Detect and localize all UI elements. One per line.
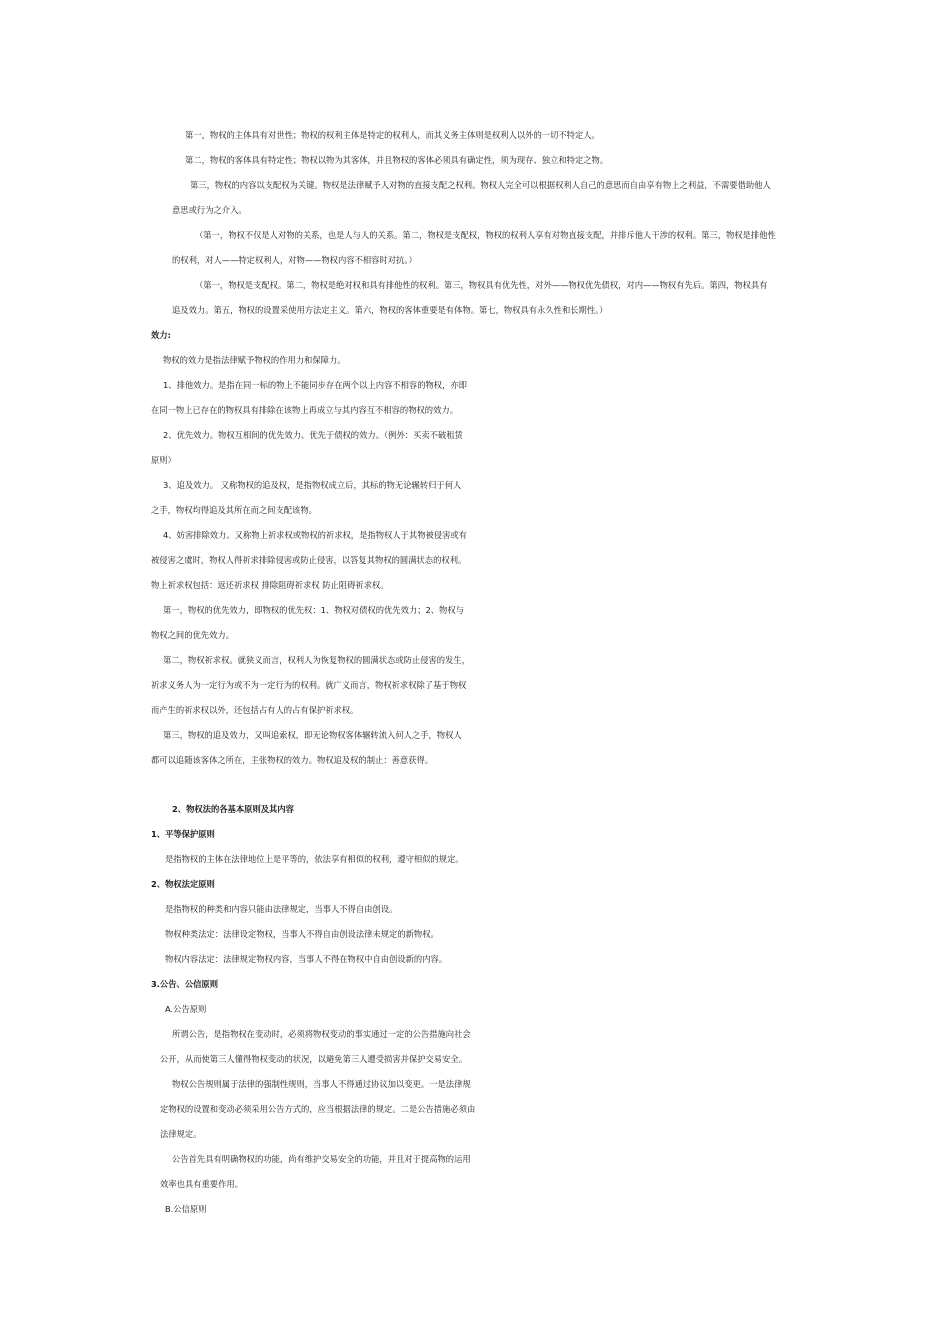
- paragraph-line: 是指物权的主体在法律地位上是平等的，依法享有相似的权利，遵守相似的规定。: [165, 854, 464, 864]
- subsection-heading: A.公告原则: [165, 1004, 207, 1014]
- paragraph-line: 物权的效力是指法律赋予物权的作用力和保障力。: [163, 355, 346, 365]
- paragraph-line: 定物权的设置和变动必须采用公告方式的，应当根据法律的规定。二是公告措施必须由: [160, 1104, 476, 1114]
- subsection-heading: B.公信原则: [165, 1204, 207, 1214]
- paragraph-line: 祈求义务人为一定行为或不为一定行为的权利。就广义而言，物权祈求权除了基于物权: [151, 680, 467, 690]
- subsection-heading: 3.公告、公信原则: [151, 979, 219, 989]
- paragraph-line: 物权之间的优先效力。: [151, 630, 234, 640]
- paragraph-line: 4、妨害排除效力。又称物上祈求权或物权的祈求权，是指物权人于其物被侵害或有: [163, 530, 467, 540]
- paragraph-line: 第三，物权的追及效力，又叫追索权，即无论物权客体辗转流入何人之手，物权人: [163, 730, 462, 740]
- paragraph-line: 是指物权的种类和内容只能由法律规定，当事人不得自由创设。: [165, 904, 398, 914]
- paragraph-line: 公告首先具有明确物权的功能，尚有维护交易安全的功能，并且对于提高物的运用: [172, 1154, 471, 1164]
- section-heading: 效力:: [151, 330, 171, 340]
- paragraph-line: 被侵害之虞时，物权人得祈求排除侵害或防止侵害，以答复其物权的圆满状态的权利。: [151, 555, 467, 565]
- paragraph-line: 效率也具有重要作用。: [160, 1179, 243, 1189]
- paragraph-line: 而产生的祈求权以外，还包括占有人的占有保护祈求权。: [151, 705, 359, 715]
- paragraph-line: 第二，物权的客体具有特定性；物权以物为其客体，并且物权的客体必须具有确定性，须为现存、独立和特定之物。: [185, 155, 609, 165]
- paragraph-line: 2、优先效力。物权互相间的优先效力、优先于债权的效力。（例外：买卖不破租赁: [163, 430, 463, 440]
- paragraph-line: 第一，物权的主体具有对世性；物权的权利主体是特定的权利人，而其义务主体则是权利人以外的一切不特定人。: [185, 130, 600, 140]
- paragraph-line: 法律规定。: [160, 1129, 202, 1139]
- paragraph-line: 3、追及效力。 又称物权的追及权，是指物权成立后，其标的物无论辗转归于何人: [163, 480, 462, 490]
- paragraph-line: 物权公告规则属于法律的强制性规则，当事人不得通过协议加以变更。一是法律规: [172, 1079, 471, 1089]
- paragraph-line: 第三，物权的内容以支配权为关键。物权是法律赋予人对物的直接支配之权利。物权人完全可以根据权利人自己的意思而自由享有物上之利益，不需要借助他人: [190, 180, 771, 190]
- paragraph-line: 在同一物上已存在的物权具有排除在该物上再成立与其内容互不相容的物权的效力。: [151, 405, 458, 415]
- paragraph-line: （第一，物权不仅是人对物的关系，也是人与人的关系。第二，物权是支配权，物权的权利人享有对物直接支配，并排斥他人干涉的权利。第三，物权是排他性: [195, 230, 776, 240]
- paragraph-line: 之手，物权均得追及其所在而之间支配该物。: [151, 505, 317, 515]
- paragraph-line: 1、排他效力。是指在同一标的物上不能同步存在两个以上内容不相容的物权，亦即: [163, 380, 467, 390]
- section-heading: 2、物权法的各基本原则及其内容: [172, 804, 294, 814]
- paragraph-line: 原则）: [151, 455, 176, 465]
- paragraph-line: 的权利，对人——特定权利人，对物——物权内容不相容时对抗。）: [172, 255, 417, 265]
- paragraph-line: 都可以追随该客体之所在，主张物权的效力。物权追及权的制止：善意获得。: [151, 755, 434, 765]
- paragraph-line: 所谓公告，是指物权在变动时，必须将物权变动的事实通过一定的公告措施向社会: [172, 1029, 471, 1039]
- paragraph-line: 物权种类法定：法律设定物权，当事人不得自由创设法律未规定的新物权。: [165, 929, 439, 939]
- subsection-heading: 1、平等保护原则: [151, 829, 215, 839]
- paragraph-line: （第一，物权是支配权。第二，物权是绝对权和具有排他性的权利。第三，物权具有优先性，对外——物权优先债权，对内——物权有先后。第四，物权具有: [195, 280, 768, 290]
- paragraph-line: 物上祈求权包括：返还祈求权 排除阻碍祈求权 防止阻碍祈求权。: [151, 580, 389, 590]
- subsection-heading: 2、物权法定原则: [151, 879, 215, 889]
- paragraph-line: 追及效力。第五，物权的设置采使用方法定主义。第六，物权的客体重要是有体物。第七，物权具有永久性和长期性。）: [172, 305, 608, 315]
- paragraph-line: 公开，从而使第三人懂得物权变动的状况，以避免第三人遭受损害并保护交易安全。: [160, 1054, 467, 1064]
- paragraph-line: 第一，物权的优先效力，即物权的优先权：1、物权对债权的优先效力；2、物权与: [163, 605, 464, 615]
- paragraph-line: 物权内容法定：法律规定物权内容，当事人不得在物权中自由创设新的内容。: [165, 954, 448, 964]
- paragraph-line: 第二，物权祈求权。就狭义而言，权利人为恢复物权的圆满状态或防止侵害的发生，: [163, 655, 470, 665]
- paragraph-line: 意思或行为之介入。: [172, 205, 247, 215]
